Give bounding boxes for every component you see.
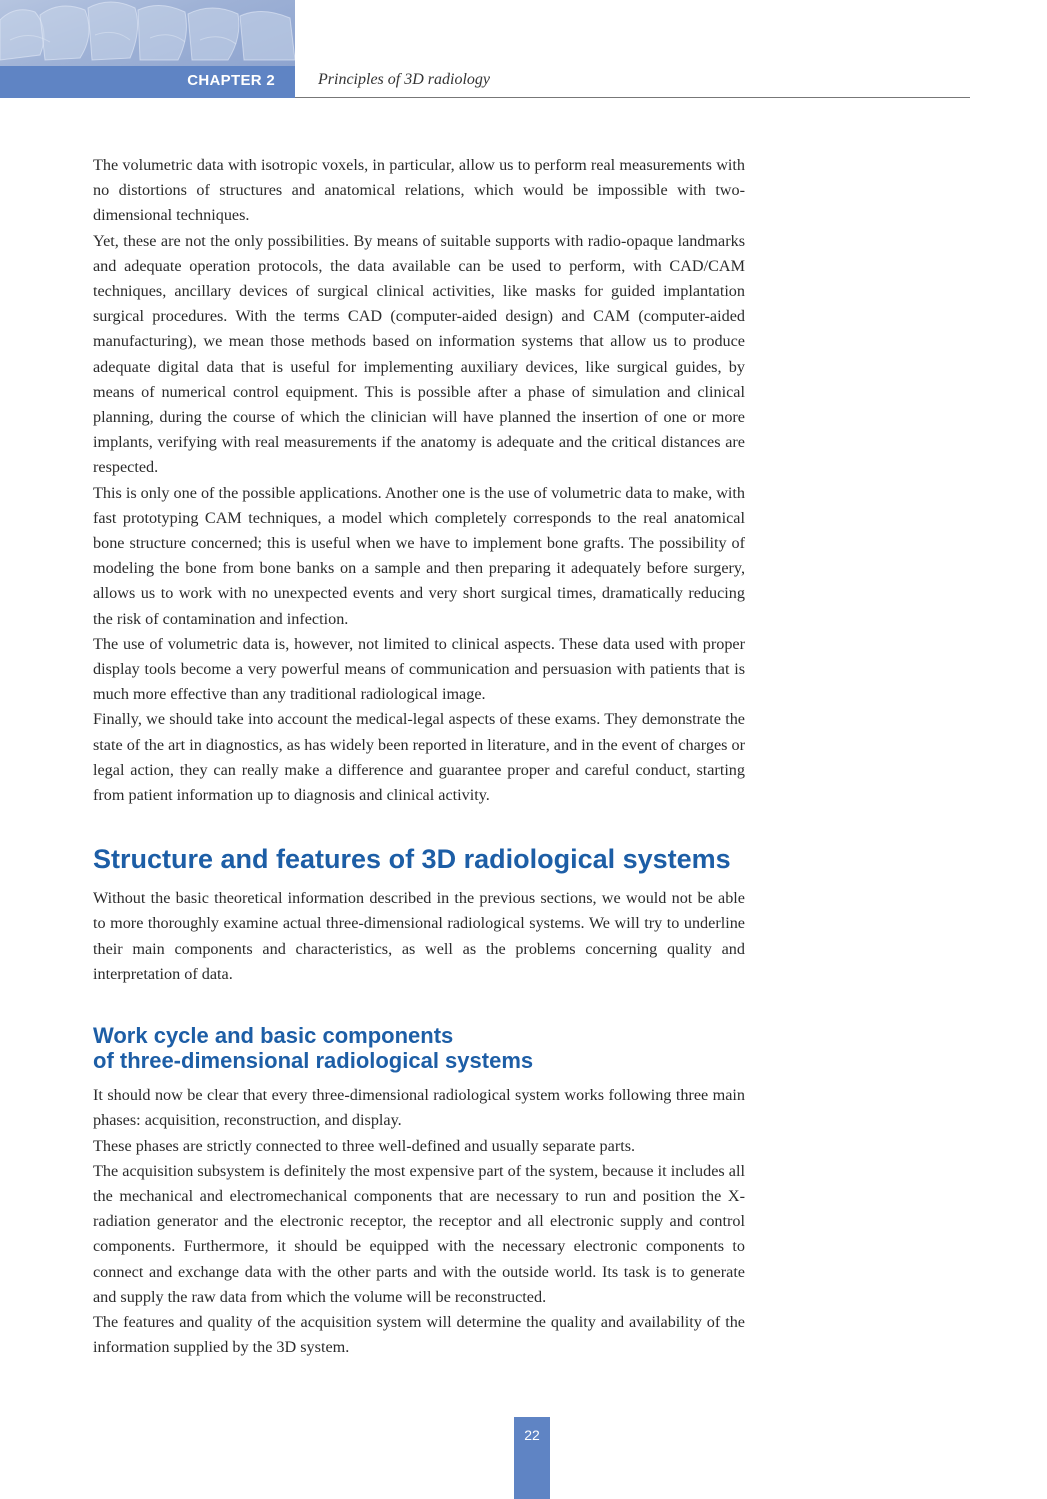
header-decorative-image (0, 0, 295, 66)
section-heading: Structure and features of 3D radiological systems (93, 844, 731, 875)
page-number: 22 (524, 1427, 540, 1443)
section-paragraph: Without the basic theoretical information described in the previous sections, we would not be able to more thoroughly examine actual three-dimensional radiological systems. We will try to underline their main components and characteristics, as well as the problems concerning quality and interpretation of data. (93, 889, 745, 983)
running-title: Principles of 3D radiology (318, 71, 490, 88)
body-paragraph: The use of volumetric data is, however, not limited to clinical aspects. These data used with proper display tools become a very powerful means of communication and persuasion with patients that is much more effective than any traditional radiological image. (93, 634, 745, 704)
body-paragraph: The volumetric data with isotropic voxels, in particular, allow us to perform real measurements with no distortions of structures and anatomical relations, which would be impossible with two-dimensional techniques. (93, 156, 745, 225)
intro-text (93, 153, 745, 808)
subsection-paragraph: These phases are strictly connected to three well-defined and usually separate parts. (93, 1136, 636, 1155)
subsection-paragraph: The acquisition subsystem is definitely the most expensive part of the system, because it includes all the mechanical and electromechanical components that are necessary to run and position the X-radiation generator and the electronic receptor, the receptor and all electronic supply and control components. Furthermore, it should be equipped with the necessary electronic components to connect and exchange data with the other parts and with the outside world. Its task is to generate and supply the raw data from which the volume will be reconstructed. (93, 1161, 745, 1306)
page-number-tab (514, 1417, 550, 1499)
teeth-illustration (0, 0, 295, 66)
subsection-heading-line: Work cycle and basic components (93, 1023, 454, 1049)
page-content (93, 153, 745, 1360)
body-paragraph: This is only one of the possible applications. Another one is the use of volumetric data to make, with fast prototyping CAM techniques, a model which completely corresponds to the real anatomical bone structure concerned; this is useful when we have to implement bone grafts. The possibility of modeling the bone from bone banks on a sample and then preparing it adequately before surgery, allows us to work with no unexpected events and very short surgical times, dramatically reducing the risk of contamination and infection. (93, 483, 745, 628)
chapter-label: CHAPTER 2 (187, 72, 275, 89)
body-paragraph: Finally, we should take into account the medical-legal aspects of these exams. They demonstrate the state of the art in diagnostics, as has widely been reported in literature, and in the event of charges or legal action, they can really make a difference and guarantee proper and careful conduct, starting from patient information up to diagnosis and clinical activity. (93, 710, 745, 805)
subsection-paragraph: The features and quality of the acquisition system will determine the quality and availability of the information supplied by the 3D system. (93, 1312, 745, 1357)
subsection-heading-line: of three-dimensional radiological systems (93, 1048, 534, 1074)
body-paragraph: Yet, these are not the only possibilities. By means of suitable supports with radio-opaque landmarks and adequate operation protocols, the data available can be used to perform, with CAD/CAM techniques, ancillary devices of surgical clinical activities, like masks for guided implantation surgical procedures. With the terms CAD (computer-aided design) and CAM (computer-aided manufacturing), we mean those methods based on information systems that allow us to produce adequate digital data that is useful for implementing auxiliary devices, like surgical guides, by means of numerical control equipment. This is possible after a phase of simulation and clinical planning, during the course of which the clinician will have planned the insertion of one or more implants, verifying with real measurements if the anatomy is adequate and the critical distances are respected. (93, 231, 745, 477)
subsection-heading (93, 1023, 745, 1073)
subsection-paragraph: It should now be clear that every three-dimensional radiological system works following three main phases: acquisition, reconstruction, and display. (93, 1086, 745, 1130)
header-rule (295, 97, 970, 98)
chapter-tab (0, 66, 295, 98)
